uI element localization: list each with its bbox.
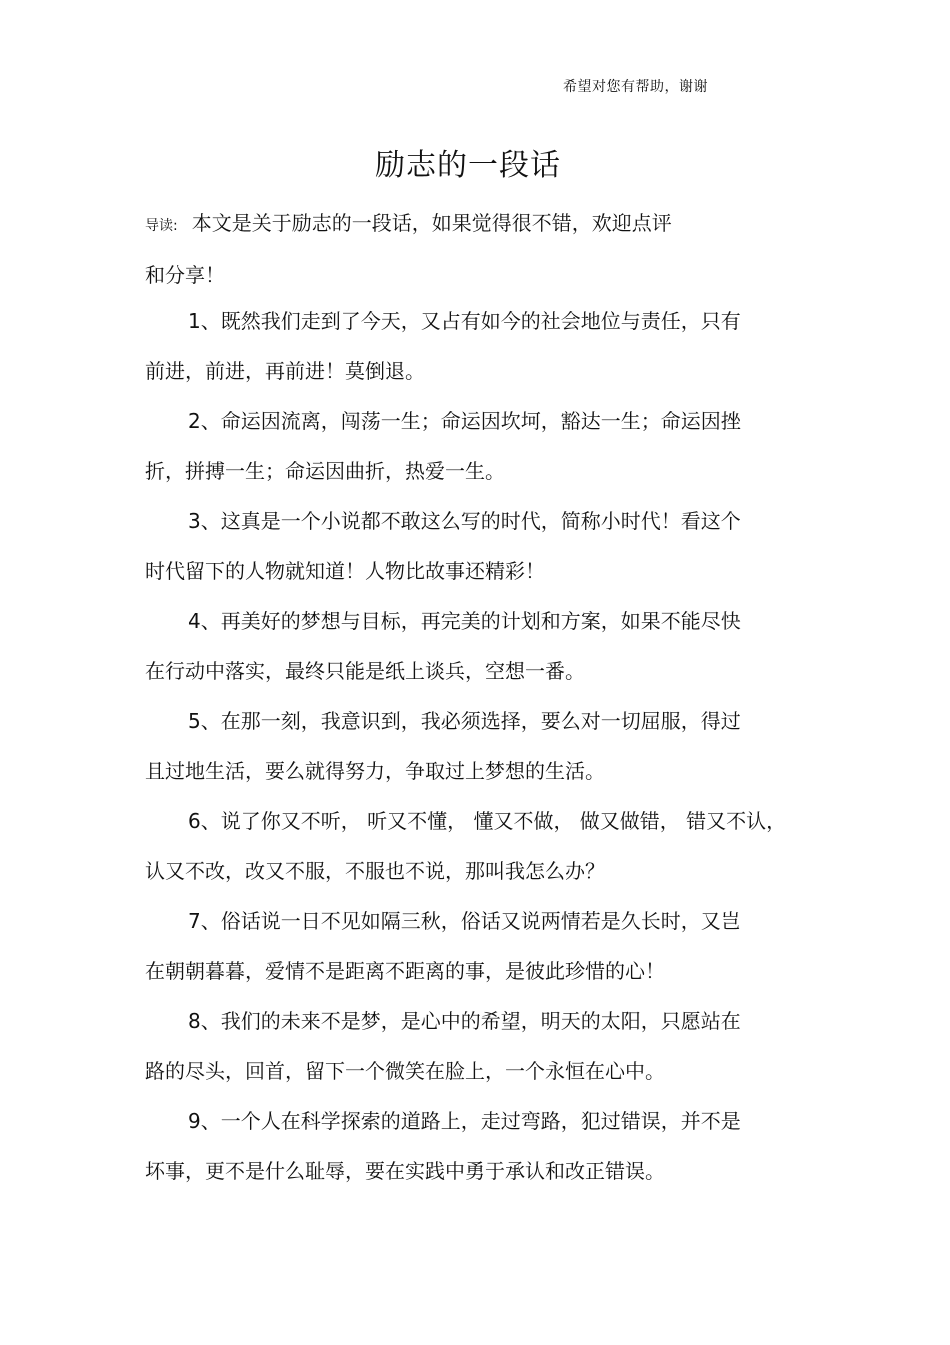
list-item — [145, 996, 795, 1096]
intro-second-line: 和分享！ — [145, 263, 225, 287]
list-item-line-2: 折，拼搏一生；命运因曲折，热爱一生。 — [145, 459, 505, 483]
intro-section — [145, 197, 795, 301]
intro-label: 导读: — [145, 218, 178, 234]
list-item-line-1: 4、再美好的梦想与目标，再完美的计划和方案，如果不能尽快 — [188, 609, 741, 633]
list-item-line-1: 3、这真是一个小说都不敢这么写的时代，简称小时代！看这个 — [188, 509, 741, 533]
intro-text: 本文是关于励志的一段话，如果觉得很不错，欢迎点评 — [191, 211, 672, 235]
list-item — [145, 596, 795, 696]
list-item-line-1: 8、我们的未来不是梦，是心中的希望，明天的太阳，只愿站在 — [188, 1009, 741, 1033]
list-item-line-1: 7、俗话说一日不见如隔三秋，俗话又说两情若是久长时，又岂 — [188, 909, 741, 933]
list-item-line-2: 坏事，更不是什么耻辱，要在实践中勇于承认和改正错误。 — [145, 1159, 665, 1183]
list-item — [145, 396, 795, 496]
list-item-line-2: 认又不改，改又不服，不服也不说，那叫我怎么办？ — [145, 859, 605, 883]
list-item-line-2: 在行动中落实，最终只能是纸上谈兵，空想一番。 — [145, 659, 585, 683]
list-item — [145, 896, 795, 996]
list-item-line-2: 前进，前进，再前进！莫倒退。 — [145, 359, 425, 383]
list-item — [145, 696, 795, 796]
list-item-line-2: 路的尽头，回首，留下一个微笑在脸上，一个永恒在心中。 — [145, 1059, 665, 1083]
list-item-line-2: 时代留下的人物就知道！人物比故事还精彩！ — [145, 559, 545, 583]
list-item — [145, 296, 795, 396]
list-item-line-1: 1、既然我们走到了今天，又占有如今的社会地位与责任，只有 — [188, 309, 741, 333]
list-item — [145, 796, 795, 896]
quote-list — [145, 296, 795, 1196]
list-item-line-1: 2、命运因流离，闯荡一生；命运因坎坷，豁达一生；命运因挫 — [188, 409, 741, 433]
list-item-line-1: 5、在那一刻，我意识到，我必须选择，要么对一切屈服，得过 — [188, 709, 741, 733]
list-item-line-1: 9、一个人在科学探索的道路上，走过弯路，犯过错误，并不是 — [188, 1109, 741, 1133]
document-title: 励志的一段话 — [375, 148, 561, 183]
list-item — [145, 1096, 795, 1196]
list-item-line-2: 在朝朝暮暮，爱情不是距离不距离的事，是彼此珍惜的心！ — [145, 959, 665, 983]
list-item-line-1: 6、说了你又不听， 听又不懂， 懂又不做， 做又做错， 错又不认， — [188, 809, 787, 833]
intro-first-line — [145, 197, 795, 249]
header-note: 希望对您有帮助，谢谢 — [563, 79, 708, 95]
list-item-line-2: 且过地生活，要么就得努力，争取过上梦想的生活。 — [145, 759, 605, 783]
list-item — [145, 496, 795, 596]
